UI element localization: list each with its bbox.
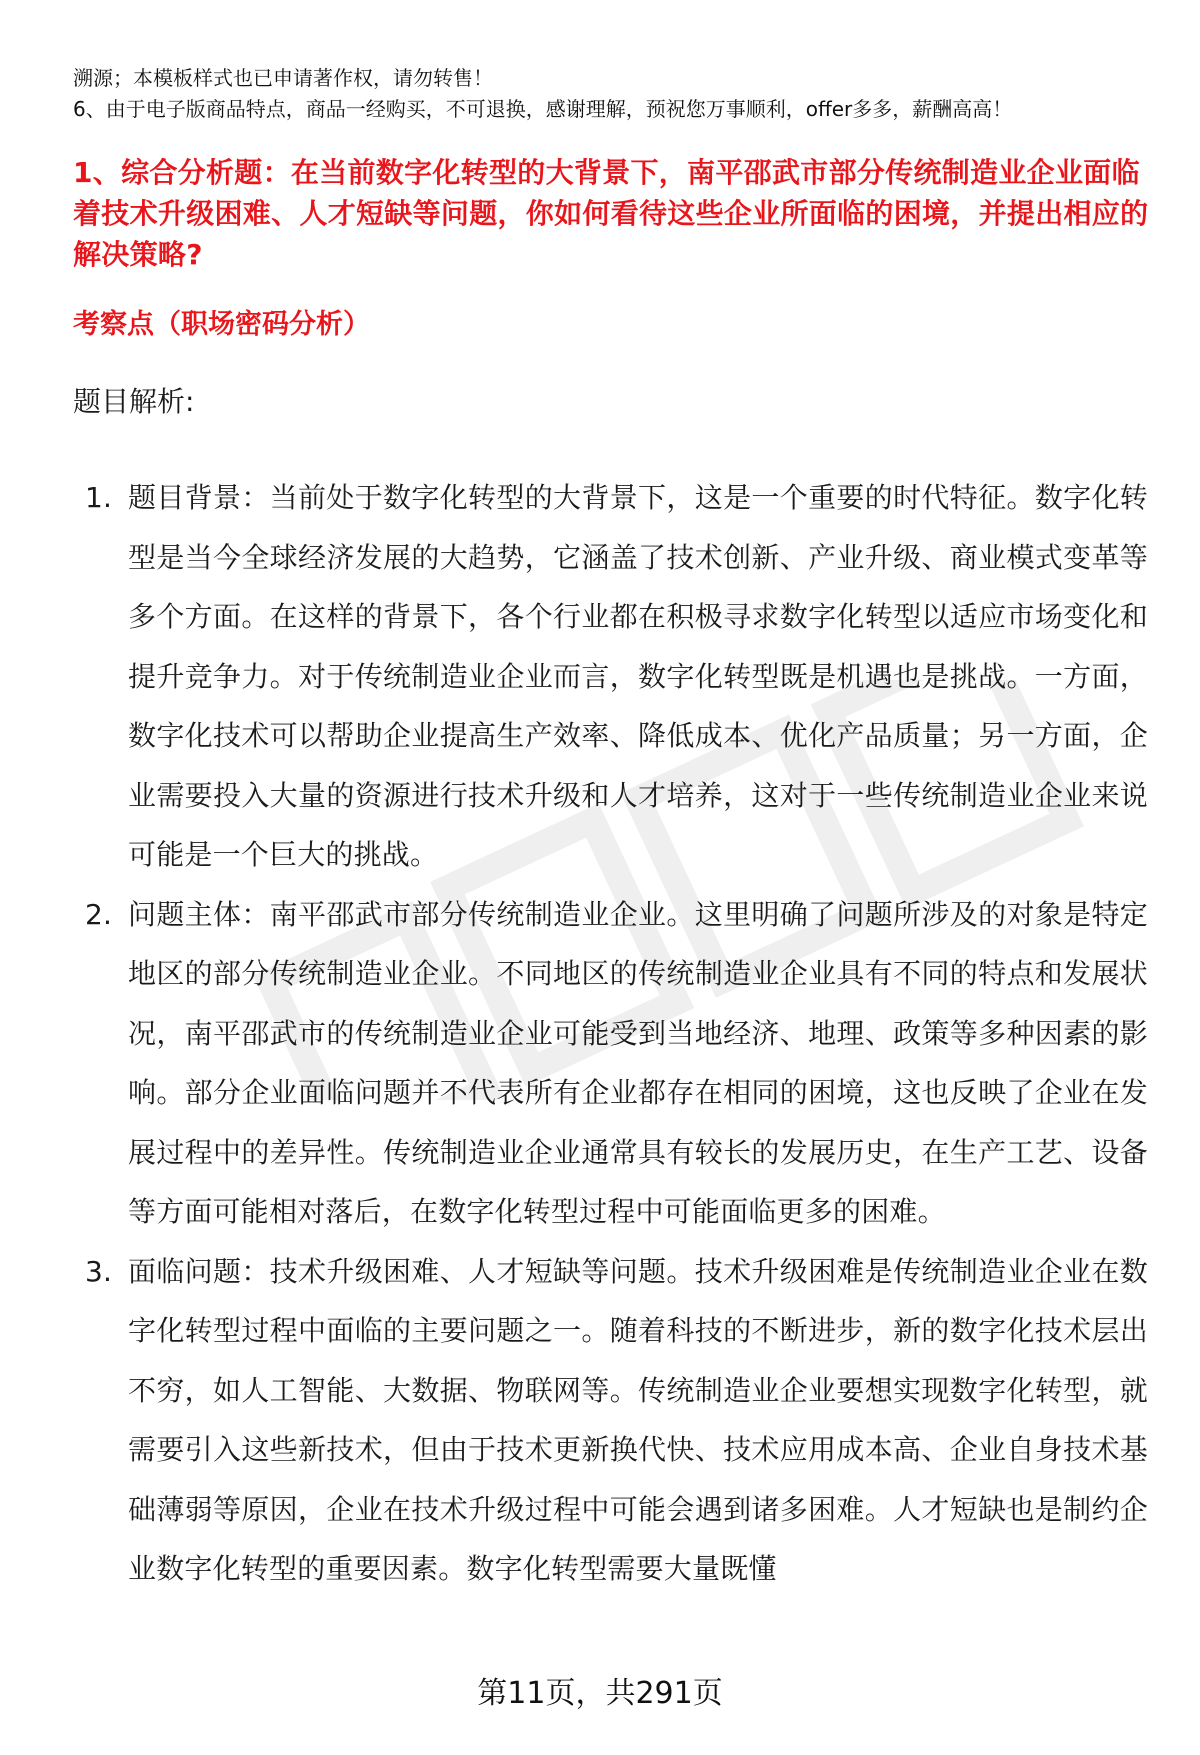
analysis-heading: 题目解析: [73,385,195,418]
key-point-heading: 考察点（职场密码分析） [73,309,370,340]
list-item-text: 问题主体：南平邵武市部分传统制造业企业。这里明确了问题所涉及的对象是特定地区的部分传统制造业企业。不同地区的传统制造业企业具有不同的特点和发展状况，南平邵武市的传统制造业企业可能受到当地经济、地理、政策等多种因素的影响。部分企业面临问题并不代表所有企业都存在相同的困境，这也反映了企业在发展过程中的差异性。传统制造业企业通常具有较长的发展历史，在生产工艺、设备等方面可能相对落后，在数字化转型过程中可能面临更多的困难。 [128,897,1148,1228]
page-footer: 第11页，共291页 [477,1676,723,1711]
notice-line-2: 6、由于电子版商品特点，商品一经购买，不可退换，感谢理解，预祝您万事顺利，offer多多，薪酬高高！ [73,97,1013,121]
list-item-number: 1. [85,481,113,514]
list-item-text: 题目背景：当前处于数字化转型的大背景下，这是一个重要的时代特征。数字化转型是当今全球经济发展的大趋势，它涵盖了技术创新、产业升级、商业模式变革等多个方面。在这样的背景下，各个行业都在积极寻求数字化转型以适应市场变化和提升竞争力。对于传统制造业企业而言，数字化转型既是机遇也是挑战。一方面，数字化技术可以帮助企业提高生产效率、降低成本、优化产品质量；另一方面，企业需要投入大量的资源进行技术升级和人才培养，这对于一些传统制造业企业来说可能是一个巨大的挑战。 [128,481,1148,871]
list-item-number: 3. [85,1254,113,1288]
list-item [0,1242,1148,1599]
analysis-list [0,468,1200,1599]
list-item [0,885,1148,1242]
list-item-text: 面临问题：技术升级困难、人才短缺等问题。技术升级困难是传统制造业企业在数字化转型过程中面临的主要问题之一。随着科技的不断进步，新的数字化技术层出不穷，如人工智能、大数据、物联网等。传统制造业企业要想实现数字化转型，就需要引入这些新技术，但由于技术更新换代快、技术应用成本高、企业自身技术基础薄弱等原因，企业在技术升级过程中可能会遇到诸多困难。人才短缺也是制约企业数字化转型的重要因素。数字化转型需要大量既懂 [128,1254,1148,1585]
question-title: 1、综合分析题：在当前数字化转型的大背景下，南平邵武市部分传统制造业企业面临着技术升级困难、人才短缺等问题，你如何看待这些企业所面临的困境，并提出相应的解决策略? [73,156,1149,271]
list-item [0,468,1148,885]
list-item-number: 2. [85,897,113,931]
notice-line-1: 溯源；本模板样式也已申请著作权，请勿转售！ [73,66,493,90]
